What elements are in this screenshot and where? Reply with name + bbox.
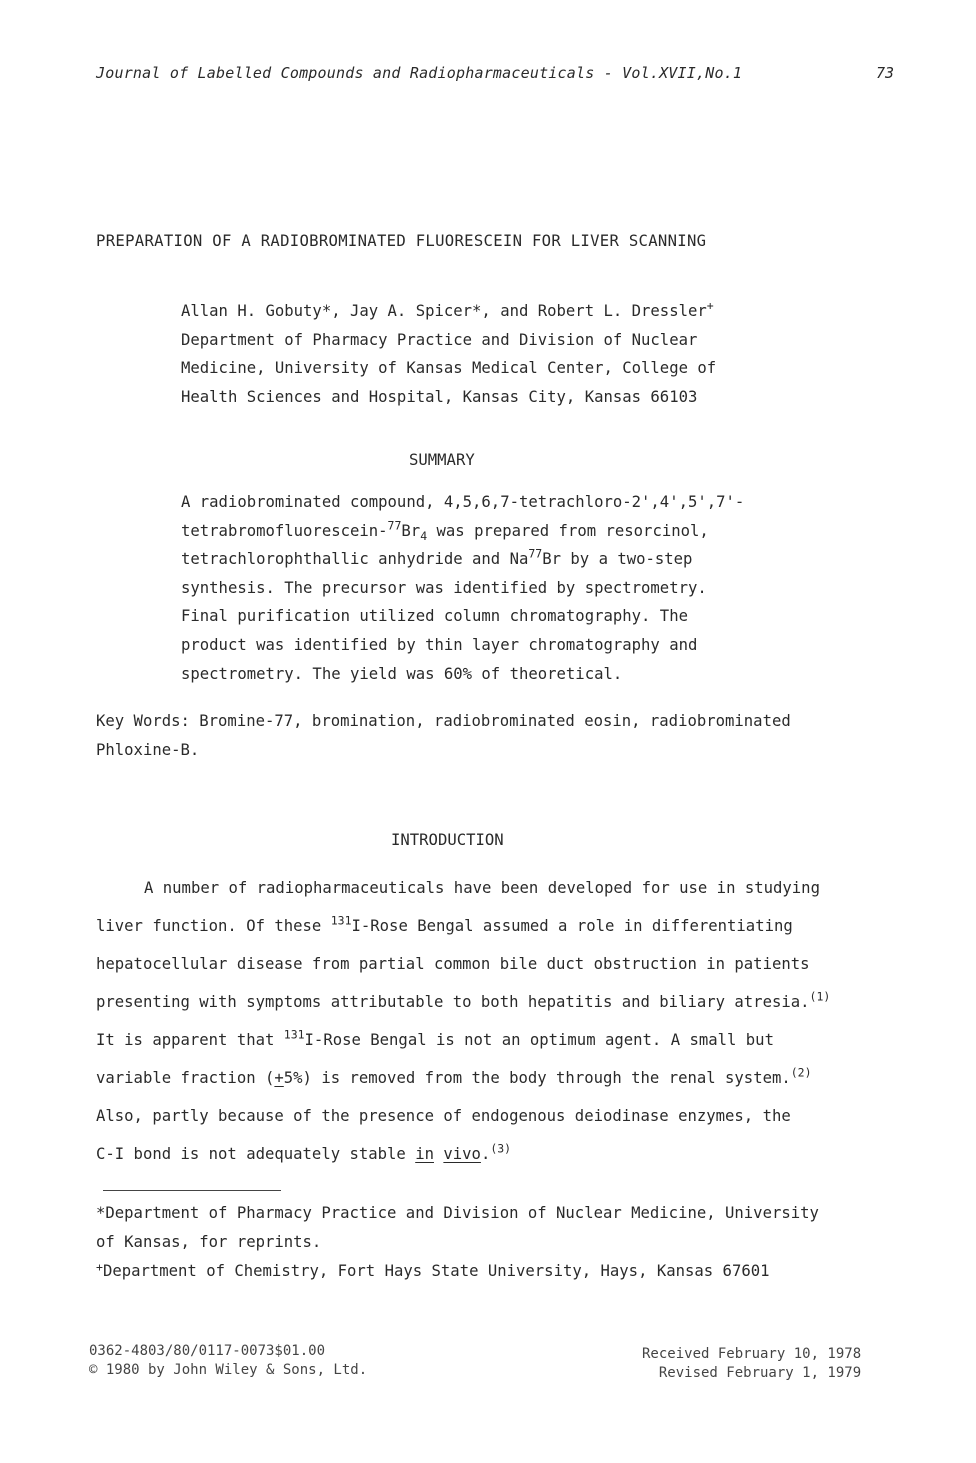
- page-number: 73: [876, 64, 895, 82]
- intro-line: hepatocellular disease from partial common bile duct obstruction in patients: [96, 955, 810, 973]
- introduction-body: [96, 869, 830, 1173]
- footnote-line: of Kansas, for reprints.: [96, 1233, 322, 1251]
- summary-line: A radiobrominated compound, 4,5,6,7-tetrachloro-2',4',5',7'-: [181, 493, 745, 511]
- footnote-line: +Department of Chemistry, Fort Hays State University, Hays, Kansas 67601: [96, 1259, 770, 1280]
- intro-line: C-I bond is not adequately stable in vivo.$^{(3)}$: [96, 1141, 512, 1163]
- author-names: Allan H. Gobuty*, Jay A. Spicer*, and Robert L. Dressler+: [181, 298, 714, 320]
- publication-code: 0362-4803/80/0117-0073$01.00: [89, 1343, 326, 1359]
- reference-marker: (2): [790, 1065, 812, 1080]
- summary-heading: SUMMARY: [409, 451, 475, 469]
- summary-line: product was identified by thin layer chromatography and: [181, 635, 698, 654]
- introduction-heading: INTRODUCTION: [391, 831, 504, 849]
- author-mark: +: [706, 298, 714, 313]
- affiliation-line: Health Sciences and Hospital, Kansas City, Kansas 66103: [181, 387, 698, 406]
- keywords: [96, 707, 791, 764]
- imprint: [89, 1342, 367, 1380]
- received-date: Received February 10, 1978: [642, 1346, 862, 1362]
- reference-marker: (3): [490, 1141, 512, 1156]
- affiliation-line: Medicine, University of Kansas Medical Center, College of: [181, 359, 717, 378]
- summary-line: synthesis. The precursor was identified by spectrometry.: [181, 578, 707, 597]
- copyright: © 1980 by John Wiley & Sons, Ltd.: [89, 1362, 368, 1378]
- intro-line: presenting with symptoms attributable to both hepatitis and biliary atresia.$^{(1)}$: [96, 989, 831, 1011]
- intro-line: It is apparent that $^{131}$I-Rose Bengal is not an optimum agent. A small but: [96, 1027, 774, 1049]
- intro-line: Also, partly because of the presence of endogenous deiodinase enzymes, the: [96, 1107, 791, 1125]
- revised-date: Revised February 1, 1979: [658, 1365, 862, 1381]
- footnote-line: *Department of Pharmacy Practice and Division of Nuclear Medicine, University: [96, 1204, 819, 1222]
- intro-line: liver function. Of these $^{131}$I-Rose Bengal assumed a role in differentiating: [96, 913, 793, 935]
- intro-line: A number of radiopharmaceuticals have been developed for use in studying: [144, 879, 820, 897]
- summary-line: tetrabromofluorescein-$^{77}Br_4$ was prepared from resorcinol,: [181, 518, 709, 543]
- summary-line: Final purification utilized column chromatography. The: [181, 607, 688, 626]
- journal-header: Journal of Labelled Compounds and Radiopharmaceuticals - Vol.XVII,No.1: [96, 64, 743, 82]
- footnotes: [96, 1199, 819, 1286]
- author-block: [181, 297, 716, 411]
- summary-body: [181, 488, 744, 688]
- keywords-line: Key Words: Bromine-77, bromination, radiobrominated eosin, radiobrominated: [96, 712, 791, 730]
- keywords-line: Phloxine-B.: [96, 740, 200, 759]
- intro-line: variable fraction (+5%) is removed from the body through the renal system.$^{(2)}$: [96, 1065, 812, 1087]
- affiliation-line: Department of Pharmacy Practice and Division of Nuclear: [181, 330, 698, 349]
- reference-marker: (1): [809, 989, 831, 1004]
- footnote-divider: [103, 1190, 281, 1191]
- paper-title: PREPARATION OF A RADIOBROMINATED FLUORESCEIN FOR LIVER SCANNING: [96, 232, 707, 250]
- received-dates: [642, 1345, 861, 1383]
- summary-line: tetrachlorophthallic anhydride and Na$^{77}$Br by a two-step: [181, 546, 693, 569]
- summary-line: spectrometry. The yield was 60% of theoretical.: [181, 664, 623, 683]
